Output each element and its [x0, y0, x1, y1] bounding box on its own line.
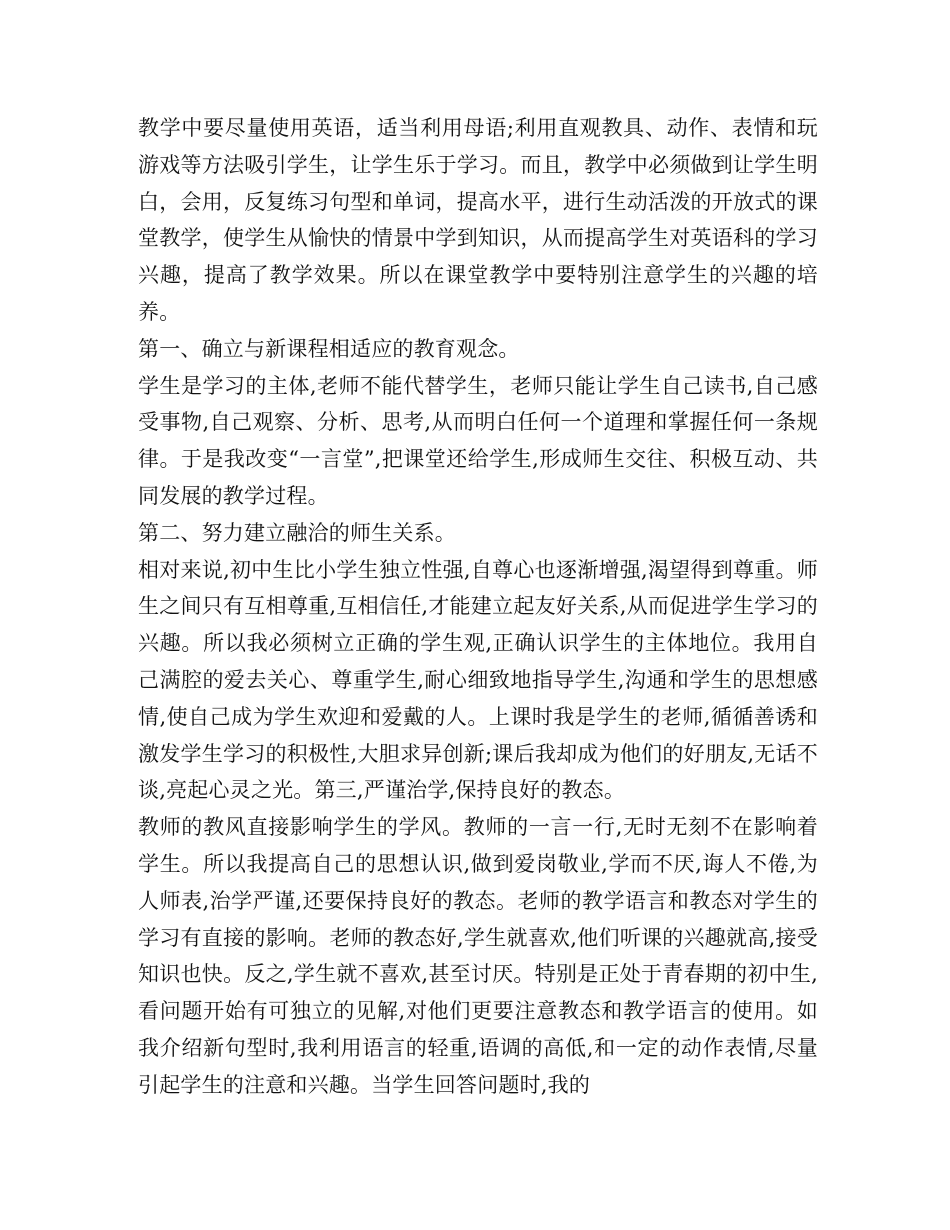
- paragraph-intro: 教学中要尽量使用英语，适当利用母语;利用直观教具、动作、表情和玩游戏等方法吸引学生，让学生乐于学习。而且，教学中必须做到让学生明白，会用，反复练习句型和单词，提高水平，进行生动活泼的开放式的课堂教学，使学生从愉快的情景中学到知识，从而提高学生对英语科的学习兴趣，提高了教学效果。所以在课堂教学中要特别注意学生的兴趣的培养。: [138, 116, 818, 324]
- paragraph-teaching-style: 教师的教风直接影响学生的学风。教师的一言一行,无时无刻不在影响着学生。所以我提高自己的思想认识,做到爱岗敬业,学而不厌,诲人不倦,为人师表,治学严谨,还要保持良好的教态。老师的教学语言和教态对学生的学习有直接的影响。老师的教态好,学生就喜欢,他们听课的兴趣就高,接受知识也快。反之,学生就不喜欢,甚至讨厌。特别是正处于青春期的初中生,看问题开始有可独立的见解,对他们更要注意教态和教学语言的使用。如我介绍新句型时,我利用语言的轻重,语调的高低,和一定的动作表情,尽量引起学生的注意和兴趣。当学生回答问题时,我的: [138, 815, 818, 1097]
- paragraph-student-subject: 学生是学习的主体,老师不能代替学生，老师只能让学生自己读书,自己感受事物,自己观察、分析、思考,从而明白任何一个道理和掌握任何一条规律。于是我改变“一言堂”,把课堂还给学生,形成师生交往、积极互动、共同发展的教学过程。: [138, 373, 818, 508]
- document-body: [138, 110, 818, 1104]
- heading-first-point: 第一、确立与新课程相适应的教育观念。: [138, 336, 520, 361]
- heading-second-point: 第二、努力建立融洽的师生关系。: [138, 520, 456, 545]
- paragraph-teacher-student-relationship: 相对来说,初中生比小学生独立性强,自尊心也逐渐增强,渴望得到尊重。师生之间只有互相尊重,互相信任,才能建立起友好关系,从而促进学生学习的兴趣。所以我必须树立正确的学生观,正确认识学生的主体地位。我用自己满腔的爱去关心、尊重学生,耐心细致地指导学生,沟通和学生的思想感情,使自己成为学生欢迎和爱戴的人。上课时我是学生的老师,循循善诱和激发学生学习的积极性,大胆求异创新;课后我却成为他们的好朋友,无话不谈,亮起心灵之光。第三,严谨治学,保持良好的教态。: [138, 557, 818, 803]
